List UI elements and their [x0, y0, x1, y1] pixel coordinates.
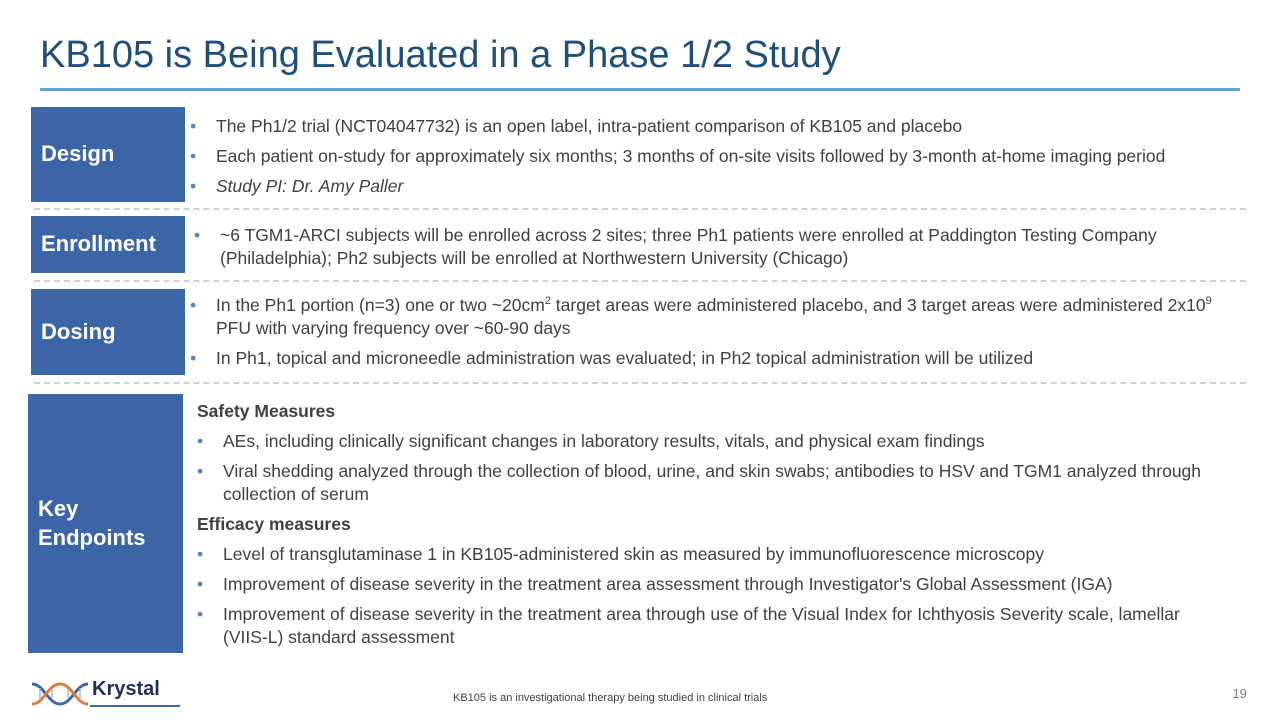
- endpoints-label-line2: Endpoints: [38, 524, 146, 550]
- dosing-content: [190, 294, 1240, 377]
- dosing-bullet: • In Ph1, topical and microneedle administration was evaluated; in Ph2 topical administration will be utilized: [190, 347, 1240, 370]
- design-label: Design: [41, 141, 115, 167]
- section-divider: [34, 208, 1246, 210]
- enrollment-label: Enrollment: [41, 231, 156, 257]
- enrollment-content: [194, 224, 1234, 277]
- footer-note: KB105 is an investigational therapy being studied in clinical trials: [453, 692, 768, 704]
- safety-bullet: • AEs, including clinically significant changes in laboratory results, vitals, and physical exam findings: [197, 430, 1207, 453]
- safety-heading: Safety Measures: [197, 401, 336, 421]
- superscript: 2: [544, 295, 551, 308]
- dosing-bullet: [190, 294, 1240, 340]
- krystal-logo: [30, 676, 180, 710]
- efficacy-heading: Efficacy measures: [197, 514, 351, 534]
- endpoints-label-box: [28, 394, 183, 653]
- endpoints-content: [197, 400, 1207, 656]
- page-number: 19: [1232, 686, 1247, 701]
- dosing-label: Dosing: [41, 318, 116, 344]
- section-divider: [34, 382, 1246, 384]
- design-label-box: [31, 107, 185, 202]
- efficacy-bullet: • Level of transglutaminase 1 in KB105-administered skin as measured by immunofluorescence microscopy: [197, 543, 1207, 566]
- enrollment-bullet: • ~6 TGM1-ARCI subjects will be enrolled across 2 sites; three Ph1 patients were enrolled at Paddington Testing Company (Philadelphia); Ph2 subjects will be enrolled at Northwestern University (Chicago): [194, 224, 1234, 270]
- design-bullet: [190, 175, 1250, 198]
- dosing-text: PFU with varying frequency over ~60-90 days: [216, 318, 571, 338]
- superscript: 9: [1205, 295, 1212, 308]
- study-pi-text: Study PI: Dr. Amy Paller: [216, 176, 404, 196]
- enrollment-label-box: [31, 216, 185, 273]
- dna-helix-icon: [30, 676, 90, 710]
- endpoints-label-line1: Key: [38, 495, 79, 521]
- dosing-text: target areas were administered placebo, and 3 target areas were administered 2x10: [550, 295, 1206, 315]
- title-underline: [40, 88, 1240, 91]
- design-bullet: • The Ph1/2 trial (NCT04047732) is an open label, intra-patient comparison of KB105 and placebo: [190, 115, 1250, 138]
- dosing-label-box: [31, 289, 185, 375]
- logo-underline: [90, 705, 180, 707]
- section-divider: [34, 280, 1246, 282]
- page-title: KB105 is Being Evaluated in a Phase 1/2 Study: [40, 34, 841, 76]
- efficacy-bullet: • Improvement of disease severity in the treatment area assessment through Investigator's Global Assessment (IGA): [197, 573, 1207, 596]
- safety-bullet: • Viral shedding analyzed through the collection of blood, urine, and skin swabs; antibodies to HSV and TGM1 analyzed through collection of serum: [197, 460, 1207, 506]
- design-content: [190, 115, 1250, 205]
- efficacy-bullet: • Improvement of disease severity in the treatment area through use of the Visual Index for Ichthyosis Severity scale, lamellar (VIIS-L) standard assessment: [197, 603, 1207, 649]
- dosing-text: In the Ph1 portion (n=3) one or two ~20cm: [216, 295, 545, 315]
- design-bullet: • Each patient on-study for approximately six months; 3 months of on-site visits followed by 3-month at-home imaging period: [190, 145, 1250, 168]
- logo-text: Krystal: [92, 678, 160, 700]
